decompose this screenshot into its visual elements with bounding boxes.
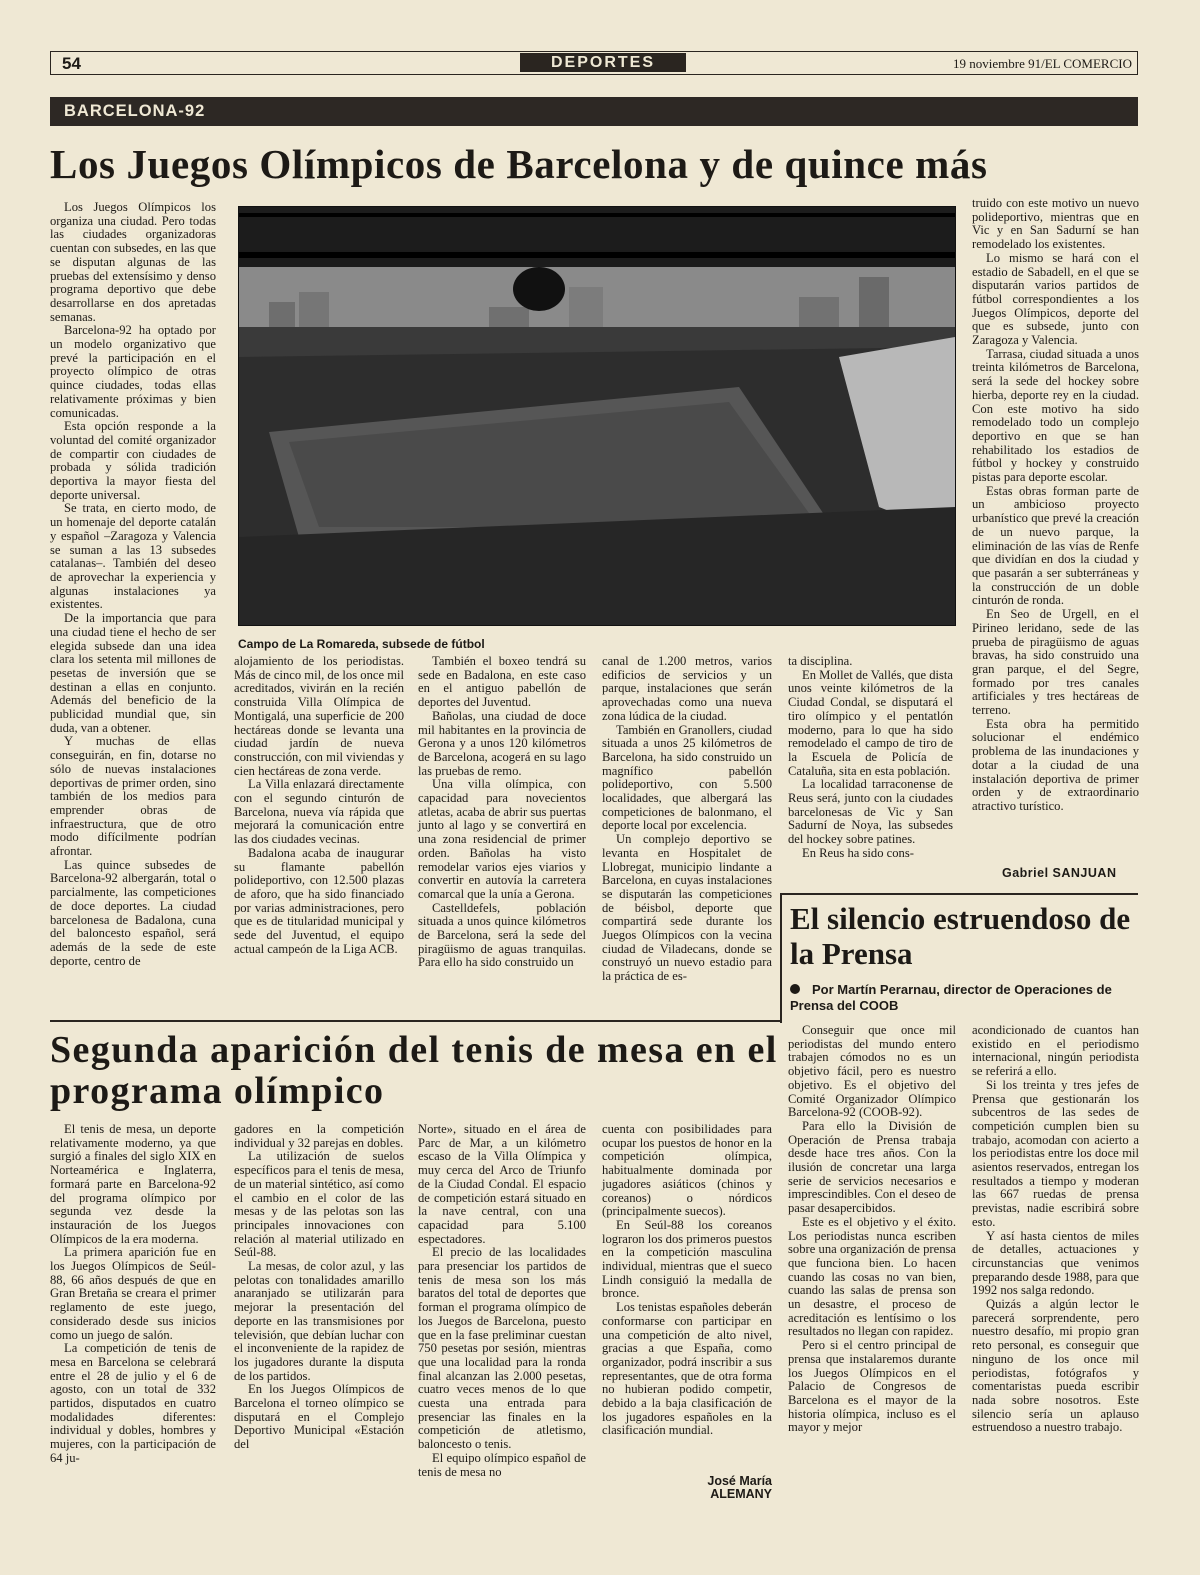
paragraph: truido con este motivo un nuevo polideportivo, mientras que en Vic y en San Sadurní se han remodelado los existentes. xyxy=(972,196,1139,252)
paragraph: alojamiento de los periodistas. Más de cinco mil, de los once mil acreditados, vivirán en la recién construida Villa Olímpica de Montigalá, una superficie de 200 hectáreas donde se levanta una ciudad jardín de nueva construcción, con mil viviendas y cien hectáreas de zona verde. xyxy=(234,654,404,778)
paragraph: En Reus ha sido cons- xyxy=(802,845,914,860)
paragraph: Para ello la División de Operación de Prensa trabaja desde hace tres años. Con la ilusión de concretar una larga serie de servicios necesarios e imprescindibles. Con el deseo de pasar desapercibidos. xyxy=(788,1118,956,1216)
paragraph: ta disciplina. xyxy=(788,654,853,668)
paragraph: La Villa enlazará directamente con el segundo cinturón de Barcelona, nueva vía rápida que mejorará la comunicación entre las dos ciudades vecinas. xyxy=(234,777,404,847)
article2-subhead-text: Por Martín Perarnau, director de Operaciones de Prensa del COOB xyxy=(790,982,1112,1013)
paragraph: Se trata, en cierto modo, de un homenaje del deporte catalán y español –Zaragoza y Valencia se suman a las 13 subsedes catalanas–. También del deseo de aprovechar la experiencia y algunas instalaciones ya existentes. xyxy=(50,501,216,612)
article1-col3 xyxy=(418,655,586,970)
paragraph: Castelldefels, población situada a unos quince kilómetros de Barcelona, será la sede del piragüismo de aguas tranquilas. Para ello ha sido construido un xyxy=(418,900,586,970)
section-bar xyxy=(50,97,1138,126)
paragraph: Esta opción responde a la voluntad del comité organizador de compartir con ciudades de probada y sólida tradición deportiva la mayor fiesta del deporte universal. xyxy=(50,419,216,502)
article2-col1 xyxy=(788,1024,956,1435)
article3-top-rule xyxy=(50,1020,780,1022)
article3-col4 xyxy=(602,1123,772,1438)
paragraph: Estas obras forman parte de un ambicioso proyecto urbanístico que prevé la creación de un nuevo parque, la eliminación de las vías de Renfe que dividían en dos la ciudad y que pasarán a ser subterráneas y la construcción de un doble cinturón de ronda. xyxy=(972,483,1139,608)
paragraph: acondicionado de cuantos han existido en el periodismo internacional, ningún periodista se referirá a ello. xyxy=(972,1023,1139,1079)
paragraph: Y así hasta cientos de miles de detalles, actuaciones y circunstancias que venimos preparando desde 1988, para que 1992 nos salga redondo. xyxy=(972,1228,1139,1298)
paragraph: Norte», situado en el área de Parc de Mar, a un kilómetro escaso de la Villa Olímpica y muy cerca del Arco de Triunfo de la Ciudad Condal. El espacio de competición estará situado en la nave central, con una capacidad para 5.100 espectadores. xyxy=(418,1122,586,1246)
paragraph: La competición de tenis de mesa en Barcelona se celebrará entre el 28 de julio y el 6 de agosto, con un total de 332 partidos, disputados en cuatro modalidades diferentes: individual y dobles, hombres y mujeres, con la participación de 64 ju- xyxy=(50,1341,216,1465)
section-title: DEPORTES xyxy=(520,53,686,72)
page-number: 54 xyxy=(62,54,81,73)
paragraph: Quizás a algún lector le parecerá sorprendente, pero nuestro desafío, mi propio gran reto personal, es conseguir que ninguno de los once mil periodistas, fotógrafos y comentaristas pueda escribir nada sobre nosotros. Este silencio sería un aplauso estruendoso a nuestro trabajo. xyxy=(972,1297,1139,1435)
article3-col3 xyxy=(418,1123,586,1479)
paragraph: canal de 1.200 metros, varios edificios de servicios y un parque, instalaciones que serán aprovechadas como una nueva zona lúdica de la ciudad. xyxy=(602,654,772,723)
paragraph: Este es el objetivo y el éxito. Los periodistas nunca escriben sobre una organización de prensa que funciona bien. Lo hacen cuando las cosas no van bien, cuando las salas de prensa son un desastre, el proceso de acreditación es lentísimo o los resultados no llegan con rapidez. xyxy=(788,1214,956,1339)
photo-caption: Campo de La Romareda, subsede de fútbol xyxy=(238,637,485,651)
article3-byline-surname: ALEMANY xyxy=(710,1487,772,1501)
stadium-illustration-icon xyxy=(239,207,955,625)
paragraph: Los Juegos Olímpicos los organiza una ciudad. Pero todas las ciudades organizadoras cuentan con subsedes, en las que se disputan algunas de las pruebas del extensísimo y denso programa deportivo que debe desarrollarse en dos apretadas semanas. xyxy=(50,200,216,324)
bullet-icon xyxy=(790,984,800,994)
article2-col2 xyxy=(972,1024,1139,1435)
article1-col6 xyxy=(972,197,1139,814)
paragraph: Badalona acaba de inaugurar su flamante pabellón polideportivo, con 12.500 plazas de aforo, que ha sido financiado por varias administraciones, pero que es de titularidad municipal y sede del Juventud, el equipo actual campeón de la Liga ACB. xyxy=(234,845,404,956)
article3-col1 xyxy=(50,1123,216,1466)
paragraph: La utilización de suelos específicos para el tenis de mesa, de un material sintético, así como el cambio en el color de las mesas y de las pelotas son las principales innovaciones con relación al material utilizado en Seúl-88. xyxy=(234,1149,404,1260)
paragraph: La localidad tarraconense de Reus será, junto con la ciudades barcelonesas de Vic y San Sadurní de Noya, las subsedes del hockey sobre patines. xyxy=(788,777,953,847)
date-source: 19 noviembre 91/EL COMERCIO xyxy=(953,56,1132,71)
article1-col4 xyxy=(602,655,772,984)
paragraph: Conseguir que once mil periodistas del mundo entero trabajen cómodos no es un objetivo fácil, pero es nuestro objetivo. Es el objetivo del Comité Organizador Olímpico Barcelona-92 (COOB-92). xyxy=(788,1023,956,1120)
paragraph: Si los treinta y tres jefes de Prensa que gestionarán los subcentros de las sedes de competición cumplen bien su trabajo, acomodan con acierto a los periodistas entre los doce mil asientos reservados, entregan los resultados a tiempo y moderan las 667 ruedas de prensa previstas, nadie escribirá sobre esto. xyxy=(972,1077,1139,1229)
article1-col2 xyxy=(234,655,404,956)
paragraph: Pero si el centro principal de prensa que instalaremos durante los Juegos Olímpicos en el Palacio de Congresos de Barcelona es el mayor de la historia olímpica, incluso es el mayor y mejor xyxy=(788,1338,956,1435)
article1-col1 xyxy=(50,201,216,968)
paragraph: En Seo de Urgell, en el Pirineo leridano, sede de las prueba de piragüismo de aguas bravas, ha sido construido una gran parque, el del Segre, formado por tres canales artificiales y tres hectáreas de terreno. xyxy=(972,607,1139,718)
stadium-photo xyxy=(238,206,956,626)
paragraph: También el boxeo tendrá su sede en Badalona, en este caso en el antiguo pabellón de deportes del Juventud. xyxy=(418,654,586,710)
paragraph: Tarrasa, ciudad situada a unos treinta kilómetros de Barcelona, será la sede del hockey sobre hierba, deporte rey en la ciudad. Con este motivo ha sido remodelado todo un complejo deportivo en que se han rehabilitado los estadios de fútbol y hockey y construido pistas para deporte escolar. xyxy=(972,346,1139,485)
article3-byline-name: José María xyxy=(707,1474,772,1488)
section-bar-label: BARCELONA-92 xyxy=(64,102,206,120)
paragraph: El tenis de mesa, un deporte relativamente moderno, ya que surgió a finales del siglo XIX en Norteamérica e Inglaterra, formará parte en Barcelona-92 del programa olímpico por segunda vez desde la instauración de los Juegos Olímpicos de la era moderna. xyxy=(50,1122,216,1246)
paragraph: Los tenistas españoles deberán conformarse con participar en una competición de alto nivel, gracias a que España, como organizador, podrá inscribir a sus representantes, que de otra forma no hubieran podido competir, debido a la baja clasificación de los jugadores españoles en la clasificación mundial. xyxy=(602,1300,772,1438)
paragraph: Lo mismo se hará con el estadio de Sabadell, en el que se disputarán varios partidos de fútbol correspondientes a los Juegos Olímpicos, deporte del que es subsede, junto con Zaragoza y Valencia. xyxy=(972,250,1139,348)
paragraph: Bañolas, una ciudad de doce mil habitantes en la provincia de Gerona y a unos 120 kilómetros de Barcelona, acogerá en su lago las pruebas de remo. xyxy=(418,708,586,778)
paragraph: Un complejo deportivo se levanta en Hospitalet de Llobregat, municipio lindante a Barcelona, en cuyas instalaciones se disputarán las competiciones de béisbol, deporte que compartirá sede durante los Juegos Olímpicos con la vecina ciudad de Viladecans, donde se construyó un nuevo estadio para la práctica de es- xyxy=(602,832,772,984)
paragraph: gadores en la competición individual y 32 parejas en dobles. xyxy=(234,1122,404,1150)
paragraph: Esta obra ha permitido solucionar el endémico problema de las inundaciones y dotar a la ciudad de una instalación deportiva de primer orden y de extraordinario atractivo turístico. xyxy=(972,716,1139,813)
paragraph: El equipo olímpico español de tenis de mesa no xyxy=(418,1450,586,1479)
paragraph: Una villa olímpica, con capacidad para novecientos atletas, acaba de abrir sus puertas junto al lago y se convertirá en una zona residencial de primer orden. Bañolas ha visto remodelar varios ejes viarios y convertir en autovía la carretera comarcal que la unía a Gerona. xyxy=(418,777,586,901)
article3-col2 xyxy=(234,1123,404,1452)
paragraph: También en Granollers, ciudad situada a unos 25 kilómetros de Barcelona, ha sido construido un magnífico pabellón polideportivo, con 5.500 localidades, que albergará las competiciones de balonmano, el deporte local por excelencia. xyxy=(602,722,772,833)
article3-byline xyxy=(660,1475,772,1501)
paragraph: El precio de las localidades para presenciar los partidos de tenis de mesa son los más baratos del total de deportes que forman el programa olímpico de los Juegos de Barcelona, puesto que en la fase preliminar cuestan 750 pesetas por sesión, mientras que una localidad para la ronda final alcanzan las 2.000 pesetas, cuatro veces menos de lo que cuesta una entrada para presenciar las finales en la competición de atletismo, baloncesto o tenis. xyxy=(418,1245,586,1452)
paragraph: cuenta con posibilidades para ocupar los puestos de honor en la competición olímpica, habitualmente dominada por jugadores asiáticos (chinos y coreanos) o nórdicos (principalmente suecos). xyxy=(602,1122,772,1219)
paragraph: De la importancia que para una ciudad tiene el hecho de ser elegida subsede dan una idea clara los setenta mil millones de pesetas de inversión que se destinan a ellas en conjunto. Además del beneficio de la publicidad mundial que, sin duda, van a obtener. xyxy=(50,611,216,735)
paragraph: Y muchas de ellas conseguirán, en fin, dotarse no sólo de nuevas instalaciones deportivas de primer orden, sino también de los medios para emprender obras de infraestructura, que de otro modo difícilmente podrían afrontar. xyxy=(50,734,216,859)
paragraph: Las quince subsedes de Barcelona-92 albergarán, total o parcialmente, las competiciones de doce deportes. La ciudad barcelonesa de Badalona, cuna del baloncesto español, será además de la sede de este deporte, centro de xyxy=(50,857,216,968)
paragraph: La primera aparición fue en los Juegos Olímpicos de Seúl-88, 66 años después de que en Gran Bretaña se creara el primer reglamento de este juego, considerado desde sus inicios como un juego de salón. xyxy=(50,1245,216,1342)
article1-byline: Gabriel SANJUAN xyxy=(1002,866,1117,880)
article2-subhead xyxy=(790,982,1140,1014)
paragraph: La mesas, de color azul, y las pelotas con tonalidades amarillo anaranjado se utilizarán para mejorar la presentación del deporte en las transmisiones por televisión, que debían luchar con el inconveniente de la rapidez de los jugadores durante la disputa de los partidos. xyxy=(234,1259,404,1383)
article2-top-rule xyxy=(782,893,1138,895)
paragraph: En Seúl-88 los coreanos lograron los dos primeros puestos en la competición masculina individual, mientras que el sueco Lindh consiguió la medalla de bronce. xyxy=(602,1217,772,1301)
paragraph: En Mollet de Vallés, que dista unos veinte kilómetros de la Ciudad Condal, se disputará el tiro olímpico y el pentatlón moderno, para lo que ha sido remodelado el campo de tiro de la Escuela de Policía de Cataluña, sita en esta población. xyxy=(788,667,953,778)
article1-headline: Los Juegos Olímpicos de Barcelona y de quince más xyxy=(50,141,988,187)
article2-headline: El silencio estruendoso de la Prensa xyxy=(790,901,1131,971)
article2-left-rule xyxy=(780,893,782,1023)
article3-headline: Segunda aparición del tenis de mesa en el programa olímpico xyxy=(50,1029,778,1112)
paragraph: En los Juegos Olímpicos de Barcelona el torneo olímpico se disputará en el Complejo Deportivo Municipal «Estación del xyxy=(234,1382,404,1452)
article1-col5 xyxy=(788,655,953,861)
paragraph: Barcelona-92 ha optado por un modelo organizativo que prevé la participación en el proyecto olímpico de otras quince ciudades, todas ellas relativamente próximas y bien comunicadas. xyxy=(50,323,216,420)
